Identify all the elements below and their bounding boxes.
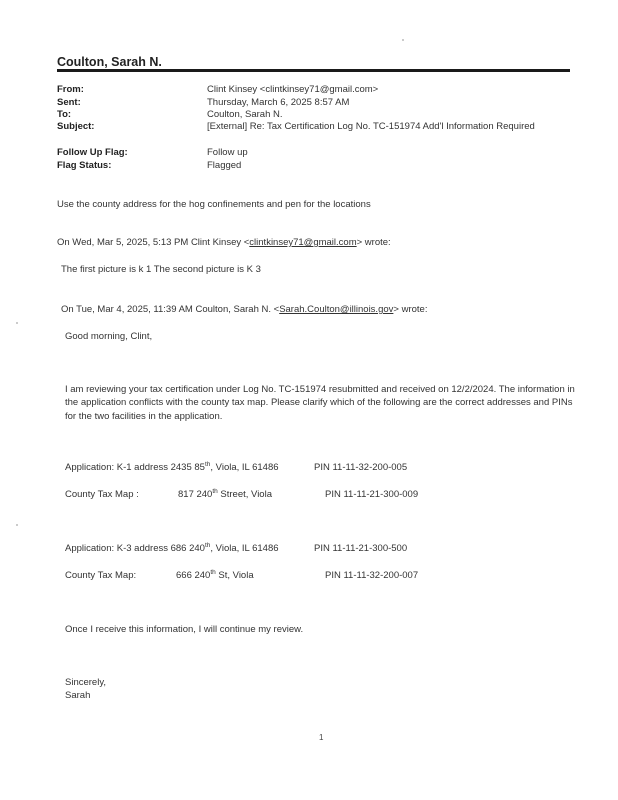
k3-application-pin: PIN 11-11-21-300-500	[314, 543, 408, 554]
greeting: Good morning, Clint,	[65, 331, 153, 342]
k1-map-sup: th	[212, 487, 218, 495]
flag-status-label: Flag Status:	[57, 160, 112, 171]
k3-map-pin: PIN 11-11-32-200-007	[325, 570, 419, 581]
signature: Sarah	[65, 690, 91, 701]
follow-up-flag-value: Follow up	[207, 147, 248, 158]
quote-header-2	[61, 304, 427, 316]
sent-label: Sent:	[57, 97, 81, 108]
k1-map-address	[178, 489, 272, 501]
author-name: Coulton, Sarah N.	[57, 55, 162, 69]
subject-value: [External] Re: Tax Certification Log No. TC-151974 Add'l Information Required	[207, 121, 535, 132]
follow-up-flag-label: Follow Up Flag:	[57, 147, 128, 158]
k1-application-address	[65, 462, 279, 474]
quote-header-1	[57, 237, 391, 249]
scan-speck	[16, 524, 18, 526]
quote-1-body: The first picture is k 1 The second picture is K 3	[61, 264, 261, 275]
k3-app-sup: th	[204, 541, 211, 549]
k1-map-rest: Street, Viola	[217, 489, 272, 500]
k1-app-rest: , Viola, IL 61486	[210, 462, 279, 473]
sent-value: Thursday, March 6, 2025 8:57 AM	[207, 97, 350, 108]
subject-label: Subject:	[57, 121, 95, 132]
quote-header-1-suffix: > wrote:	[356, 237, 391, 248]
k1-app-label: Application: K-1 address 2435 85	[65, 462, 205, 473]
k3-app-rest: , Viola, IL 61486	[210, 543, 279, 554]
flag-status-value: Flagged	[207, 160, 242, 171]
scan-speck	[16, 322, 18, 324]
from-label: From:	[57, 84, 84, 95]
k3-application-address	[65, 543, 279, 555]
sign-off: Sincerely,	[65, 677, 107, 688]
page-number: 1	[319, 733, 324, 742]
email-link-clint[interactable]: clintkinsey71@gmail.com	[249, 237, 357, 248]
quote-header-2-suffix: > wrote:	[393, 304, 428, 315]
k1-application-pin: PIN 11-11-32-200-005	[314, 462, 408, 473]
k3-map-addr: 666 240	[176, 570, 211, 581]
quote-header-1-prefix: On Wed, Mar 5, 2025, 5:13 PM Clint Kinsey <	[57, 237, 250, 248]
k3-map-sup: th	[210, 568, 216, 576]
k1-map-label: County Tax Map :	[65, 489, 139, 500]
k3-map-label: County Tax Map:	[65, 570, 137, 581]
header-divider	[57, 69, 570, 72]
k3-map-rest: St, Viola	[215, 570, 254, 581]
k3-app-label: Application: K-3 address 686 240	[65, 543, 205, 554]
k1-map-addr: 817 240	[178, 489, 213, 500]
to-label: To:	[57, 109, 72, 120]
k3-map-address	[176, 570, 254, 582]
k1-app-sup: th	[204, 460, 211, 468]
email-link-sarah[interactable]: Sarah.Coulton@illinois.gov	[279, 304, 394, 315]
closing-line: Once I receive this information, I will continue my review.	[65, 624, 304, 635]
k1-map-pin: PIN 11-11-21-300-009	[325, 489, 419, 500]
from-value: Clint Kinsey <clintkinsey71@gmail.com>	[207, 84, 379, 95]
quote-header-2-prefix: On Tue, Mar 4, 2025, 11:39 AM Coulton, Sarah N. <	[61, 304, 280, 315]
review-paragraph: I am reviewing your tax certification under Log No. TC-151974 resubmitted and received on 12/2/2024. The information in the application conflicts with the county tax map. Please clarify which of the following are the correct addresses and PINs for the two facilities in the application.	[65, 384, 575, 422]
to-value: Coulton, Sarah N.	[207, 109, 283, 120]
scan-speck	[402, 39, 404, 41]
message-body: Use the county address for the hog confinements and pen for the locations	[57, 199, 371, 210]
